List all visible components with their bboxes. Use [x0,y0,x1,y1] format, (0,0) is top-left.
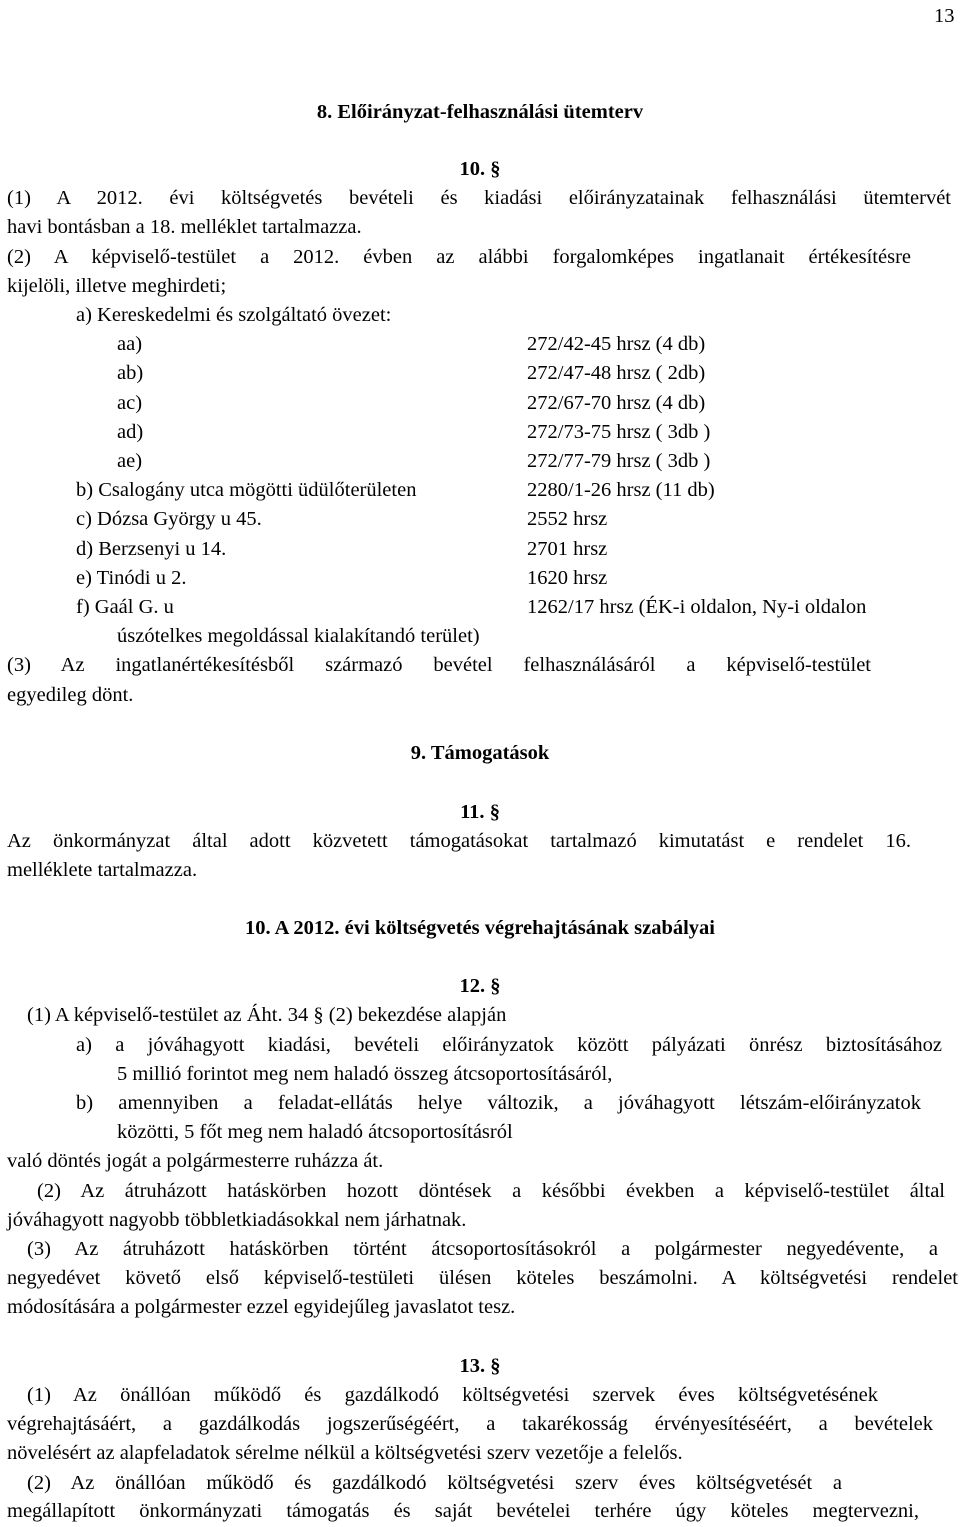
text-line: (3) Az ingatlanértékesítésből származó bevétel felhasználásáról a képviselő-testület [7,654,871,676]
text-line: b) amennyiben a feladat-ellátás helye változik, a jóváhagyott létszám-előirányzatok [76,1092,921,1114]
section-symbol: § [490,158,501,180]
property-item-value: 2701 hrsz [527,538,608,560]
text-line: úszótelkes megoldással kialakítandó terület) [117,625,480,647]
property-item-value: 1620 hrsz [527,567,608,589]
zone-a-heading: a) Kereskedelmi és szolgáltató övezet: [76,304,392,326]
property-item-label: e) Tinódi u 2. [76,567,187,589]
property-item-value: 272/73-75 hrsz ( 3db ) [527,421,711,443]
paragraph-12-number [0,972,960,1001]
property-item-value: 272/42-45 hrsz (4 db) [527,333,706,355]
text-line: való döntés jogát a polgármesterre ruházza át. [7,1150,384,1172]
text-line: (1) A képviselő-testület az Áht. 34 § (2) bekezdése alapján [27,1004,507,1026]
section-10-heading: 10. A 2012. évi költségvetés végrehajtásának szabályai [245,917,715,939]
text-line: (3) Az átruházott hatáskörben történt átcsoportosításokról a polgármester negyedévente, a [27,1238,938,1260]
text-line: módosítására a polgármester ezzel egyidejűleg javaslatot tesz. [7,1296,516,1318]
text-line: Az önkormányzat által adott közvetett támogatásokat tartalmazó kimutatást e rendelet 16. [7,830,911,852]
text-line: (2) A képviselő-testület a 2012. évben az alábbi forgalomképes ingatlanait értékesítésre [7,246,911,268]
text-line: közötti, 5 főt meg nem haladó átcsoportosításról [117,1121,513,1143]
property-item-label: d) Berzsenyi u 14. [76,538,227,560]
section-8-heading: 8. Előirányzat-felhasználási ütemterv [316,101,644,123]
property-item-value: 1262/17 hrsz (ÉK-i oldalon, Ny-i oldalon [527,596,867,618]
text-line: a) a jóváhagyott kiadási, bevételi előirányzatok között pályázati önrész biztosításához [76,1034,942,1056]
section-symbol: § [313,1004,324,1026]
text-line: (1) Az önállóan működő és gazdálkodó költségvetési szervek éves költségvetésének [27,1384,878,1406]
text-line: növelésért az alapfeladatok sérelme nélkül a költségvetési szerv vezetője a felelős. [7,1442,683,1464]
text-line: havi bontásban a 18. melléklet tartalmazza. [7,216,362,238]
paragraph-10-number [0,155,960,184]
property-item-label: ac) [117,392,143,414]
property-item-label: b) Csalogány utca mögötti üdülőterületen [76,479,417,501]
property-item-label: ad) [117,421,144,443]
paragraph-11-number [0,798,960,827]
text-line: (2) Az önállóan működő és gazdálkodó költségvetési szerv éves költségvetését a [27,1472,842,1494]
paragraph-number: 11. [460,801,485,823]
section-9-heading: 9. Támogatások [410,742,550,764]
section-symbol: § [490,1355,501,1377]
paragraph-13-number [0,1352,960,1381]
paragraph-number: 12. [459,975,486,997]
section-symbol: § [489,801,500,823]
text-line: (2) Az átruházott hatáskörben hozott döntések a későbbi években a képviselő-testület által [37,1180,945,1202]
page-number: 13 [934,5,955,27]
text-line: végrehajtásáért, a gazdálkodás jogszerűségéért, a takarékosság érvényesítéséért, a bevételek [7,1413,933,1435]
property-item-label: aa) [117,333,143,355]
text-line: (1) A 2012. évi költségvetés bevételi és kiadási előirányzatainak felhasználási ütemtervét [7,187,951,209]
paragraph-number: 13. [459,1355,486,1377]
property-item-label: c) Dózsa György u 45. [76,508,262,530]
property-item-value: 272/67-70 hrsz (4 db) [527,392,706,414]
property-item-value: 2280/1-26 hrsz (11 db) [527,479,715,501]
text-line: egyedileg dönt. [7,684,134,706]
text-line: megállapított önkormányzati támogatás és saját bevételei terhére úgy köteles megtervezni, [7,1500,919,1522]
property-item-label: ae) [117,450,143,472]
property-item-value: 2552 hrsz [527,508,608,530]
property-item-value: 272/77-79 hrsz ( 3db ) [527,450,711,472]
property-item-label: f) Gaál G. u [76,596,174,618]
text-line: negyedévet követő első képviselő-testületi ülésen köteles beszámolni. A költségvetési rendelet [7,1267,958,1289]
property-item-value: 272/47-48 hrsz ( 2db) [527,362,706,384]
paragraph-number: 10. [459,158,486,180]
text-line: 5 millió forintot meg nem haladó összeg átcsoportosításáról, [117,1063,613,1085]
text-line: kijelöli, illetve meghirdeti; [7,275,227,297]
text-line: melléklete tartalmazza. [7,859,198,881]
text-line: jóváhagyott nagyobb többletkiadásokkal nem járhatnak. [7,1209,467,1231]
section-symbol: § [490,975,501,997]
property-item-label: ab) [117,362,144,384]
